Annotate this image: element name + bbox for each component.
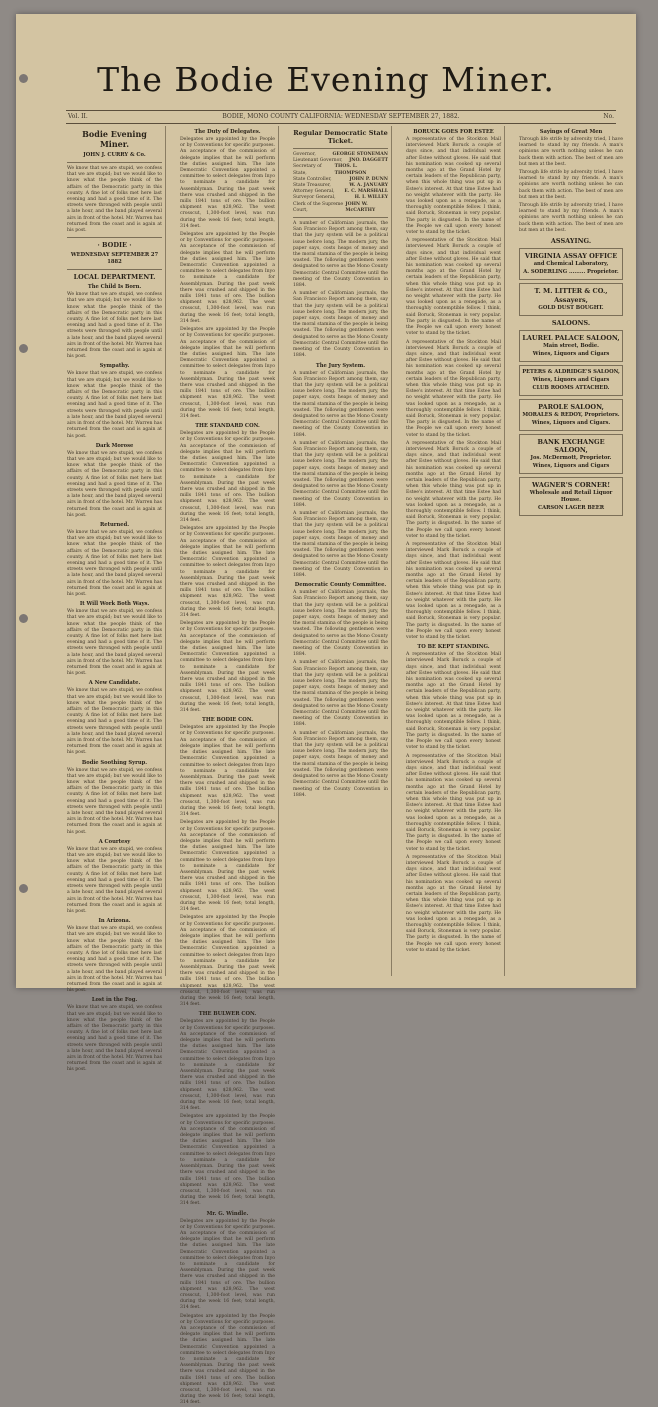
column-1 (64, 126, 166, 1073)
body-text: We know that we are stupid, we confess that we are stupid; but we would like to know what the people think of the affairs of the Democratic party in this county. A fine lot of folks met here last evening and had a good time of it. The streets were thronged with people until a late hour, and the band played several airs in front of the hotel. Mr. Warren has returned from the coast and is again at his post. (67, 688, 162, 756)
ticket-row (293, 202, 388, 214)
ad-subtitle: MORALES & REDOY, Proprietors. (522, 412, 620, 419)
ad-title: LAUREL PALACE SALOON, (522, 334, 620, 343)
body-text: A number of Californian journals, the San Francisco Report among them, say that the jury system will be a political issue before long. The modern jury, the paper says, costs heaps of money and the moral stamina of the people is being wasted. The following gentlemen were designated to serve as the Mono County Democratic Central Committee until the meeting of the County Convention in 1884. (293, 730, 388, 798)
columns (64, 126, 626, 1406)
article-head: Bodie Soothing Syrup. (81, 759, 148, 766)
ad-subtitle: Jos. McDermott, Proprietor. (530, 455, 612, 462)
divider (67, 237, 162, 238)
ad-line: CARSON LAGER BEER (537, 505, 605, 512)
article-head: Dark Morose (95, 442, 134, 449)
column-5 (516, 126, 626, 976)
body-text: A representative of the Stockton Mail interviewed Mark Boruck a couple of days since, and that individual went after Estee without gloves. He said that his nomination was cooked up several months ago at the Grand Hotel by certain leaders of the Republican party, when this whole thing was put up in Estee's interest. At that time Estee had no weight whatever with the party. He was looked upon as a renegade, as a thoroughly contemptible fellow. I think, said Boruck, Stoneman is very popular. The party is disgusted. In the name of the People we call upon every honest voter to stand by the ticket. (406, 238, 501, 337)
date-head: · BODIE · (97, 241, 132, 250)
volume-label: Vol. II. (68, 113, 88, 120)
ad-line: Wines, Liquors and Cigars (532, 351, 610, 358)
dateline (66, 110, 616, 124)
ad-title: PAROLE SALOON, (538, 403, 604, 412)
ticket-head: Regular Democratic State Ticket. (293, 129, 388, 145)
ad-line: Wines, Liquors and Cigars. (531, 420, 611, 427)
ad-title: T. M. LITTER & CO., (534, 287, 608, 296)
article-head: Mr. G. Windle. (206, 1210, 249, 1217)
body-text: We know that we are stupid, we confess that we are stupid; but we would like to know what the people think of the affairs of the Democratic party in this county. A fine lot of folks met here last evening and had a good time of it. The streets were thronged with people until a late hour, and the band played several airs in front of the hotel. Mr. Warren has returned from the coast and is again at his post. (67, 1005, 162, 1073)
body-text: We know that we are stupid, we confess that we are stupid; but we would like to know what the people think of the affairs of the Democratic party in this county. A fine lot of folks met here last evening and had a good time of it. The streets were thronged with people until a late hour, and the band played several airs in front of the hotel. Mr. Warren has returned from the coast and is again at his post. (67, 371, 162, 439)
body-text: We know that we are stupid, we confess that we are stupid; but we would like to know what the people think of the affairs of the Democratic party in this county. A fine lot of folks met here last evening and had a good time of it. The streets were thronged with people until a late hour, and the band played several airs in front of the hotel. Mr. Warren has returned from the coast and is again at his post. (67, 926, 162, 994)
body-text: A representative of the Stockton Mail interviewed Mark Boruck a couple of days since, and that individual went after Estee without gloves. He said that his nomination was cooked up several months ago at the Grand Hotel by certain leaders of the Republican party, when this whole thing was put up in Estee's interest. At that time Estee had no weight whatever with the party. He was looked upon as a renegade, as a thoroughly contemptible fellow. I think, said Boruck, Stoneman is very popular. The party is disgusted. In the name of the People we call upon every honest voter to stand by the ticket. (406, 542, 501, 641)
body-text: Through life strife by adversity tried, I have learned to stand by my friends. A man's opinions are worth nothing unless he can back them with action. The best of men are but men at the best. (519, 170, 623, 200)
body-text: A number of Californian journals, the San Francisco Report among them, say that the jury system will be a political issue before long. The modern jury, the paper says, costs heaps of money and the moral stamina of the people is being wasted. The following gentlemen were designated to serve as the Mono County Democratic Central Committee until the meeting of the County Convention in 1884. (293, 660, 388, 728)
article-head: THE STANDARD CON. (195, 423, 260, 430)
ticket-row (293, 164, 388, 176)
advertisement (519, 365, 623, 396)
binding-hole (19, 614, 28, 623)
ticket-name: H. I. WILLEY (354, 195, 388, 201)
body-text: A representative of the Stockton Mail interviewed Mark Boruck a couple of days since, and that individual went after Estee without gloves. He said that his nomination was cooked up several months ago at the Grand Hotel by certain leaders of the Republican party, when this whole thing was put up in Estee's interest. At that time Estee had no weight whatever with the party. He was looked upon as a renegade, as a thoroughly contemptible fellow. I think, said Boruck, Stoneman is very popular. The party is disgusted. In the name of the People we call upon every honest voter to stand by the ticket. (406, 652, 501, 751)
ad-title: PETERS & ALDRIDGE'S SALOON, (522, 369, 620, 376)
column-2 (177, 126, 279, 1406)
article-head: Returned. (99, 521, 130, 528)
body-text: We know that we are stupid, we confess that we are stupid; but we would like to know what the people think of the affairs of the Democratic party in this county. A fine lot of folks met here last evening and had a good time of it. The streets were thronged with people until a late hour, and the band played several airs in front of the hotel. Mr. Warren has returned from the coast and is again at his post. (67, 609, 162, 677)
advertisement (519, 248, 623, 280)
binding-hole (19, 344, 28, 353)
article-head: A Courtesy (98, 838, 131, 845)
article-head: It Will Work Both Ways. (79, 601, 150, 608)
body-text: Delegates are appointed by the People or by Conventions for specific purposes. An acceptance of the commission of delegate implies that he will perform the duties assigned him. The late Democratic Convention appointed a committee to select delegates from Inyo to nominate a candidate for Assemblyman. During the past week there was crushed and shipped in the mills 1841 tons of ore. The bullion shipment was $28,962. The west crosscut, 1,300-foot level, was run during the week 16 feet; total length, 314 feet. (180, 820, 275, 913)
ticket-name: THOS. L. THOMPSON (334, 164, 367, 176)
ad-line: CLUB ROOMS ATTACHED. (532, 385, 610, 392)
article-head: THE BULWER CON. (198, 1011, 257, 1018)
body-text: A number of Californian journals, the San Francisco Report among them, say that the jury system will be a political issue before long. The modern jury, the paper says, costs heaps of money and the moral stamina of the people is being wasted. The following gentlemen were designated to serve as the Mono County Democratic Central Committee until the meeting of the County Convention in 1884. (293, 590, 388, 658)
ad-title: BANK EXCHANGE SALOON, (537, 438, 605, 455)
issue-number: No. (603, 113, 614, 120)
body-text: We know that we are stupid, we confess that we are stupid; but we would like to know what the people think of the affairs of the Democratic party in this county. A fine lot of folks met here last evening and had a good time of it. The streets were thronged with people until a late hour, and the band played several airs in front of the hotel. Mr. Warren has returned from the coast and is again at his post. (67, 292, 162, 360)
newspaper-page (16, 14, 636, 1406)
ticket-name: E. C. MARSHALL (344, 189, 388, 195)
binding-hole (19, 884, 28, 893)
body-text: Through life strife by adversity tried, I have learned to stand by my friends. A man's opinions are worth nothing unless he can back them with action. The best of men are but men at the best. (519, 137, 623, 167)
body-text: We know that we are stupid, we confess that we are stupid; but we would like to know what the people think of the affairs of the Democratic party in this county. A fine lot of folks met here last evening and had a good time of it. The streets were thronged with people until a late hour, and the band played several airs in front of the hotel. Mr. Warren has returned from the coast and is again at his post. (67, 450, 162, 518)
ticket-name: JNO. DAGGETT (349, 158, 388, 164)
body-text: Delegates are appointed by the People or by Conventions for specific purposes. An acceptance of the commission of delegate implies that he will perform the duties assigned him. The late Democratic Convention appointed a committee to select delegates from Inyo to nominate a candidate for Assemblyman. During the past week there was crushed and shipped in the mills 1841 tons of ore. The bullion shipment was $28,962. The west crosscut, 1,300-foot level, was run during the week 16 feet; total length, 314 feet. (180, 137, 275, 229)
article-head: The Child Is Born. (87, 284, 142, 291)
ad-subtitle: Main street, Bodie. (543, 343, 599, 350)
article-head: BORUCK GOES FOR ESTEE (413, 129, 494, 135)
column-3 (290, 126, 392, 976)
publisher: JOHN J. CURRY & Co. (83, 152, 146, 158)
date-line: WEDNESDAY SEPTEMBER 27 1882 (70, 252, 159, 266)
ticket-office: Attorney General, (293, 189, 335, 195)
body-text: Delegates are appointed by the People or by Conventions for specific purposes. An acceptance of the commission of delegate implies that he will perform the duties assigned him. The late Democratic Convention appointed a committee to select delegates from Inyo to nominate a candidate for Assemblyman. During the past week there was crushed and shipped in the mills 1841 tons of ore. The bullion shipment was $28,962. The west crosscut, 1,300-foot level, was run during the week 16 feet; total length, 314 feet. (180, 1019, 275, 1112)
column-4 (403, 126, 505, 976)
article-head: Democratic County Committee. (294, 582, 387, 589)
divider (67, 162, 162, 163)
body-text: A number of Californian journals, the San Francisco Report among them, say that the jury system will be a political issue before long. The modern jury, the paper says, costs heaps of money and the moral stamina of the people is being wasted. The following gentlemen were designated to serve as the Mono County Democratic Central Committee until the meeting of the County Convention in 1884. (293, 370, 388, 438)
body-text: Delegates are appointed by the People or by Conventions for specific purposes. An acceptance of the commission of delegate implies that he will perform the duties assigned him. The late Democratic Convention appointed a committee to select delegates from Inyo to nominate a candidate for Assemblyman. During the past week there was crushed and shipped in the mills 1841 tons of ore. The bullion shipment was $28,962. The west crosscut, 1,300-foot level, was run during the week 16 feet; total length, 314 feet. (180, 1114, 275, 1207)
body-text: A number of Californian journals, the San Francisco Report among them, say that the jury system will be a political issue before long. The modern jury, the paper says, costs heaps of money and the moral stamina of the people is being wasted. The following gentlemen were designated to serve as the Mono County Democratic Central Committee until the meeting of the County Convention in 1884. (293, 291, 388, 359)
ad-subtitle: and Chemical Laboratory, (533, 261, 609, 268)
article-head: A New Candidate. (88, 680, 141, 687)
ticket-name: W. A. JANUARY (349, 183, 388, 189)
body-text: Delegates are appointed by the People or by Conventions for specific purposes. An acceptance of the commission of delegate implies that he will perform the duties assigned him. The late Democratic Convention appointed a committee to select delegates from Inyo to nominate a candidate for Assemblyman. During the past week there was crushed and shipped in the mills 1841 tons of ore. The bullion shipment was $28,962. The west crosscut, 1,300-foot level, was run during the week 16 feet; total length, 314 feet. (180, 431, 275, 523)
advertisement (519, 283, 623, 316)
ticket-office: State Controller, (293, 176, 332, 182)
body-text: Delegates are appointed by the People or by Conventions for specific purposes. An acceptance of the commission of delegate implies that he will perform the duties assigned him. The late Democratic Convention appointed a committee to select delegates from Inyo to nominate a candidate for Assemblyman. During the past week there was crushed and shipped in the mills 1841 tons of ore. The bullion shipment was $28,962. The west crosscut, 1,300-foot level, was run during the week 16 feet; total length, 314 feet. (180, 1218, 275, 1311)
article-head: The Jury System. (315, 362, 366, 369)
advertisement (519, 477, 623, 516)
section-head: LOCAL DEPARTMENT. (73, 273, 156, 282)
body-text: Delegates are appointed by the People or by Conventions for specific purposes. An acceptance of the commission of delegate implies that he will perform the duties assigned him. The late Democratic Convention appointed a committee to select delegates from Inyo to nominate a candidate for Assemblyman. During the past week there was crushed and shipped in the mills 1841 tons of ore. The bullion shipment was $28,962. The west crosscut, 1,300-foot level, was run during the week 16 feet; total length, 314 feet. (180, 232, 275, 324)
ad-line: A. SODERLING ......... Proprietor. (523, 269, 619, 276)
body-text: Delegates are appointed by the People or by Conventions for specific purposes. An acceptance of the commission of delegate implies that he will perform the duties assigned him. The late Democratic Convention appointed a committee to select delegates from Inyo to nominate a candidate for Assemblyman. During the past week there was crushed and shipped in the mills 1841 tons of ore. The bullion shipment was $28,962. The west crosscut, 1,300-foot level, was run during the week 16 feet; total length, 314 feet. (180, 621, 275, 714)
ticket-list (293, 152, 388, 214)
body-text: A number of Californian journals, the San Francisco Report among them, say that the jury system will be a political issue before long. The modern jury, the paper says, costs heaps of money and the moral stamina of the people is being wasted. The following gentlemen were designated to serve as the Mono County Democratic Central Committee until the meeting of the County Convention in 1884. (293, 440, 388, 508)
advertisement (519, 399, 623, 431)
body-text: A number of Californian journals, the San Francisco Report among them, say that the jury system will be a political issue before long. The modern jury, the paper says, costs heaps of money and the moral stamina of the people is being wasted. The following gentlemen were designated to serve as the Mono County Democratic Central Committee until the meeting of the County Convention in 1884. (293, 221, 388, 289)
nameplate: Bodie Evening Miner. (82, 129, 147, 149)
section-head: ASSAYING. (550, 237, 592, 246)
ad-line: GOLD DUST BOUGHT. (538, 305, 604, 312)
body-text: We know that we are stupid, we confess that we are stupid; but we would like to know what the people think of the affairs of the Democratic party in this county. A fine lot of folks met here last evening and had a good time of it. The streets were thronged with people until a late hour, and the band played several airs in front of the hotel. Mr. Warren has returned from the coast and is again at his post. (67, 846, 162, 914)
ticket-office: Secretary of State, (293, 164, 322, 176)
body-text: A representative of the Stockton Mail interviewed Mark Boruck a couple of days since, and that individual went after Estee without gloves. He said that his nomination was cooked up several months ago at the Grand Hotel by certain leaders of the Republican party, when this whole thing was put up in Estee's interest. At that time Estee had no weight whatever with the party. He was looked upon as a renegade, as a thoroughly contemptible fellow. I think, said Boruck, Stoneman is very popular. The party is disgusted. In the name of the People we call upon every honest voter to stand by the ticket. (406, 854, 501, 953)
article-head: In Arizona. (98, 918, 131, 925)
ticket-name: JOHN P. DUNN (349, 176, 388, 182)
article-head: TO BE KEPT STANDING. (417, 644, 490, 651)
article-head: THE BODIE CON. (201, 717, 254, 724)
ad-subtitle: Wholesale and Retail Liquor House. (529, 490, 613, 504)
ticket-office: Governor, (293, 152, 316, 157)
body-text: A representative of the Stockton Mail interviewed Mark Boruck a couple of days since, and that individual went after Estee without gloves. He said that his nomination was cooked up several months ago at the Grand Hotel by certain leaders of the Republican party, when this whole thing was put up in Estee's interest. At that time Estee had no weight whatever with the party. He was looked upon as a renegade, as a thoroughly contemptible fellow. I think, said Boruck, Stoneman is very popular. The party is disgusted. In the name of the People we call upon every honest voter to stand by the ticket. (406, 339, 501, 438)
ad-subtitle: Wines, Liquors and Cigars (532, 377, 610, 384)
ticket-office: Clerk of the Supreme Court, (293, 201, 344, 213)
body-text: Delegates are appointed by the People or by Conventions for specific purposes. An acceptance of the commission of delegate implies that he will perform the duties assigned him. The late Democratic Convention appointed a committee to select delegates from Inyo to nominate a candidate for Assemblyman. During the past week there was crushed and shipped in the mills 1841 tons of ore. The bullion shipment was $28,962. The west crosscut, 1,300-foot level, was run during the week 16 feet; total length, 314 feet. (180, 915, 275, 1008)
ad-title: VIRGINIA ASSAY OFFICE (524, 252, 618, 261)
article-head: The Duty of Delegates. (194, 129, 261, 135)
advertisement (519, 330, 623, 362)
ticket-office: State Treasurer, (293, 183, 331, 189)
section-head: SALOONS. (551, 319, 591, 328)
masthead-title: The Bodie Evening Miner. (97, 60, 555, 99)
body-text: A representative of the Stockton Mail interviewed Mark Boruck a couple of days since, and that individual went after Estee without gloves. He said that his nomination was cooked up several months ago at the Grand Hotel by certain leaders of the Republican party, when this whole thing was put up in Estee's interest. At that time Estee had no weight whatever with the party. He was looked upon as a renegade, as a thoroughly contemptible fellow. I think, said Boruck, Stoneman is very popular. The party is disgusted. In the name of the People we call upon every honest voter to stand by the ticket. (406, 137, 501, 236)
body-text: We know that we are stupid, we confess that we are stupid; but we would like to know what the people think of the affairs of the Democratic party in this county. A fine lot of folks met here last evening and had a good time of it. The streets were thronged with people until a late hour, and the band played several airs in front of the hotel. Mr. Warren has returned from the coast and is again at his post. (67, 767, 162, 835)
body-text: A number of Californian journals, the San Francisco Report among them, say that the jury system will be a political issue before long. The modern jury, the paper says, costs heaps of money and the moral stamina of the people is being wasted. The following gentlemen were designated to serve as the Mono County Democratic Central Committee until the meeting of the County Convention in 1884. (293, 510, 388, 578)
ticket-name: GEORGE STONEMAN (332, 152, 388, 157)
body-text: Delegates are appointed by the People or by Conventions for specific purposes. An acceptance of the commission of delegate implies that he will perform the duties assigned him. The late Democratic Convention appointed a committee to select delegates from Inyo to nominate a candidate for Assemblyman. During the past week there was crushed and shipped in the mills 1841 tons of ore. The bullion shipment was $28,962. The west crosscut, 1,300-foot level, was run during the week 16 feet; total length, 314 feet. (180, 1313, 275, 1406)
divider (293, 148, 388, 149)
ticket-office: Lieutenant Governor, (293, 158, 343, 164)
ad-subtitle: Assayers, (554, 296, 588, 305)
body-text: Delegates are appointed by the People or by Conventions for specific purposes. An acceptance of the commission of delegate implies that he will perform the duties assigned him. The late Democratic Convention appointed a committee to select delegates from Inyo to nominate a candidate for Assemblyman. During the past week there was crushed and shipped in the mills 1841 tons of ore. The bullion shipment was $28,962. The west crosscut, 1,300-foot level, was run during the week 16 feet; total length, 314 feet. (180, 526, 275, 619)
advertisement (519, 434, 623, 474)
body-text: We know that we are stupid, we confess that we are stupid; but we would like to know what the people think of the affairs of the Democratic party in this county. A fine lot of folks met here last evening and had a good time of it. The streets were thronged with people until a late hour, and the band played several airs in front of the hotel. Mr. Warren has returned from the coast and is again at his post. (67, 529, 162, 597)
divider (293, 217, 388, 218)
body-text: Through life strife by adversity tried, I have learned to stand by my friends. A man's opinions are worth nothing unless he can back them with action. The best of men are but men at the best. (519, 203, 623, 233)
body-text: We know that we are stupid, we confess that we are stupid; but we would like to know what the people think of the affairs of the Democratic party in this county. A fine lot of folks met here last evening and had a good time of it. The streets were thronged with people until a late hour, and the band played several airs in front of the hotel. Mr. Warren has returned from the coast and is again at his post. (67, 166, 162, 234)
article-head: Sayings of Great Men (539, 129, 603, 135)
body-text: A representative of the Stockton Mail interviewed Mark Boruck a couple of days since, and that individual went after Estee without gloves. He said that his nomination was cooked up several months ago at the Grand Hotel by certain leaders of the Republican party, when this whole thing was put up in Estee's interest. At that time Estee had no weight whatever with the party. He was looked upon as a renegade, as a thoroughly contemptible fellow. I think, said Boruck, Stoneman is very popular. The party is disgusted. In the name of the People we call upon every honest voter to stand by the ticket. (406, 440, 501, 539)
ticket-office: Surveyor General, (293, 195, 336, 201)
dateline-text: BODIE, MONO COUNTY CALIFORNIA: WEDNESDAY SEPTEMBER 27, 1882. (222, 113, 460, 120)
body-text: Delegates are appointed by the People or by Conventions for specific purposes. An acceptance of the commission of delegate implies that he will perform the duties assigned him. The late Democratic Convention appointed a committee to select delegates from Inyo to nominate a candidate for Assemblyman. During the past week there was crushed and shipped in the mills 1841 tons of ore. The bullion shipment was $28,962. The west crosscut, 1,300-foot level, was run during the week 16 feet; total length, 314 feet. (180, 725, 275, 818)
body-text: Delegates are appointed by the People or by Conventions for specific purposes. An acceptance of the commission of delegate implies that he will perform the duties assigned him. The late Democratic Convention appointed a committee to select delegates from Inyo to nominate a candidate for Assemblyman. During the past week there was crushed and shipped in the mills 1841 tons of ore. The bullion shipment was $28,962. The west crosscut, 1,300-foot level, was run during the week 16 feet; total length, 314 feet. (180, 327, 275, 419)
ticket-name: JOHN W. McCARTHY (345, 201, 376, 213)
ad-line: Wines, Liquors and Cigars (532, 463, 610, 470)
article-head: Lost in the Fog. (91, 997, 138, 1004)
body-text: A representative of the Stockton Mail interviewed Mark Boruck a couple of days since, and that individual went after Estee without gloves. He said that his nomination was cooked up several months ago at the Grand Hotel by certain leaders of the Republican party, when this whole thing was put up in Estee's interest. At that time Estee had no weight whatever with the party. He was looked upon as a renegade, as a thoroughly contemptible fellow. I think, said Boruck, Stoneman is very popular. The party is disgusted. In the name of the People we call upon every honest voter to stand by the ticket. (406, 753, 501, 852)
divider (67, 269, 162, 270)
ad-title: WAGNER'S CORNER! (531, 481, 611, 490)
article-head: Sympathy. (99, 363, 130, 370)
